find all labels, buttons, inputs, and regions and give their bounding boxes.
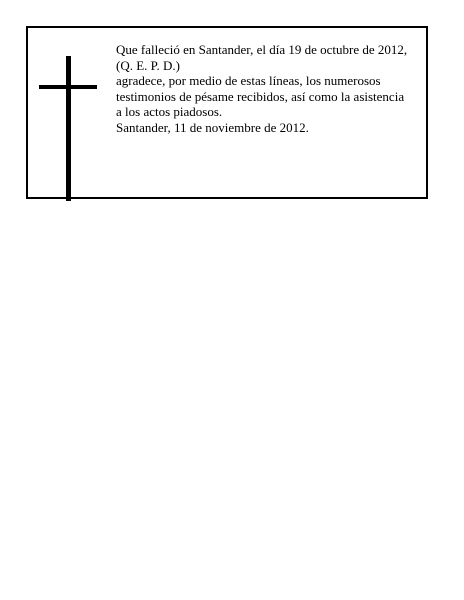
notice-line: Santander, 11 de noviembre de 2012. <box>116 119 309 135</box>
notice-line: a los actos piadosos. <box>116 104 223 119</box>
notice-text <box>116 42 424 135</box>
notice-line: testimonios de pésame recibidos, así como la asistencia <box>116 88 405 104</box>
notice-line: (Q. E. P. D.) <box>116 57 180 73</box>
obituary-notice-box <box>26 26 428 199</box>
notice-line: Que falleció en Santander, el día 19 de octubre de 2012, <box>116 42 408 57</box>
latin-cross-icon <box>28 28 128 201</box>
notice-line: agradece, por medio de estas líneas, los numerosos <box>116 73 381 88</box>
